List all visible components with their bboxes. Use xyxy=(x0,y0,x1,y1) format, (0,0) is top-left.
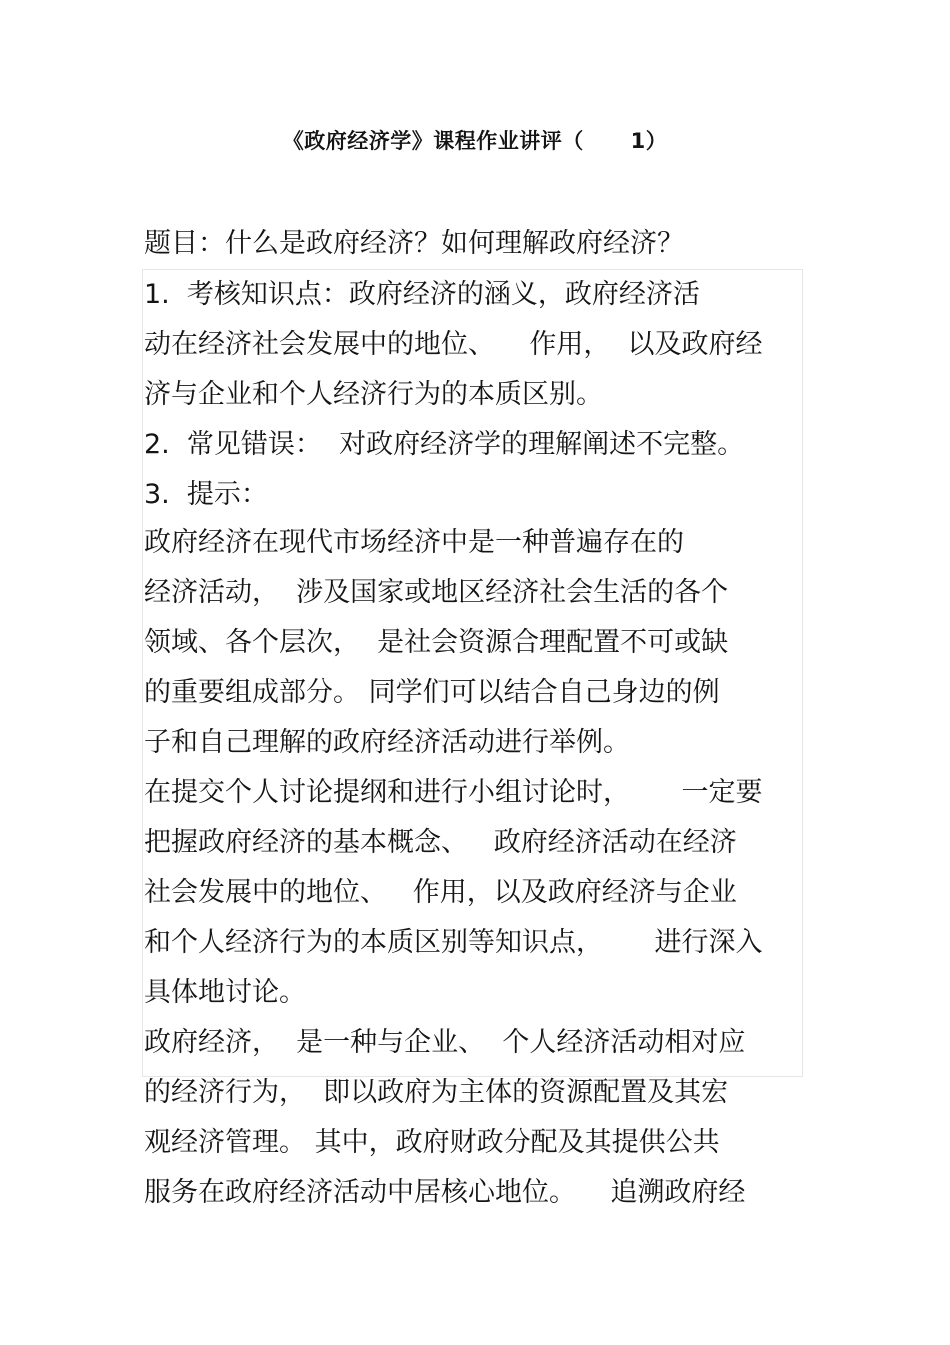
text-line: 3. 提示： xyxy=(144,479,268,510)
question-heading: 题目：什么是政府经济？如何理解政府经济？ xyxy=(144,228,684,259)
text-line: 领域、各个层次， 是社会资源合理配置不可或缺 xyxy=(144,627,729,658)
page-title: 《政府经济学》课程作业讲评（ 1） xyxy=(282,129,668,153)
text-line: 子和自己理解的政府经济活动进行举例。 xyxy=(144,727,630,758)
text-line: 的经济行为， 即以政府为主体的资源配置及其宏 xyxy=(144,1077,729,1108)
text-line: 政府经济， 是一种与企业、 个人经济活动相对应 xyxy=(144,1027,746,1058)
text-line: 社会发展中的地位、 作用，以及政府经济与企业 xyxy=(144,877,737,908)
text-line: 政府经济在现代市场经济中是一种普遍存在的 xyxy=(144,527,684,558)
text-line: 2. 常见错误： 对政府经济学的理解阐述不完整。 xyxy=(144,429,745,460)
text-line: 济与企业和个人经济行为的本质区别。 xyxy=(144,379,603,410)
text-line: 和个人经济行为的本质区别等知识点， 进行深入 xyxy=(144,927,763,958)
text-line: 把握政府经济的基本概念、 政府经济活动在经济 xyxy=(144,827,737,858)
text-line: 具体地讨论。 xyxy=(144,977,306,1008)
text-line: 观经济管理。 其中，政府财政分配及其提供公共 xyxy=(144,1127,720,1158)
text-line: 动在经济社会发展中的地位、 作用， 以及政府经 xyxy=(144,329,763,360)
text-line: 的重要组成部分。 同学们可以结合自己身边的例 xyxy=(144,677,720,708)
text-line: 在提交个人讨论提纲和进行小组讨论时， 一定要 xyxy=(144,777,763,808)
text-line: 服务在政府经济活动中居核心地位。 追溯政府经 xyxy=(144,1177,746,1208)
text-line: 经济活动， 涉及国家或地区经济社会生活的各个 xyxy=(144,577,729,608)
text-line: 1. 考核知识点：政府经济的涵义，政府经济活 xyxy=(144,279,700,310)
